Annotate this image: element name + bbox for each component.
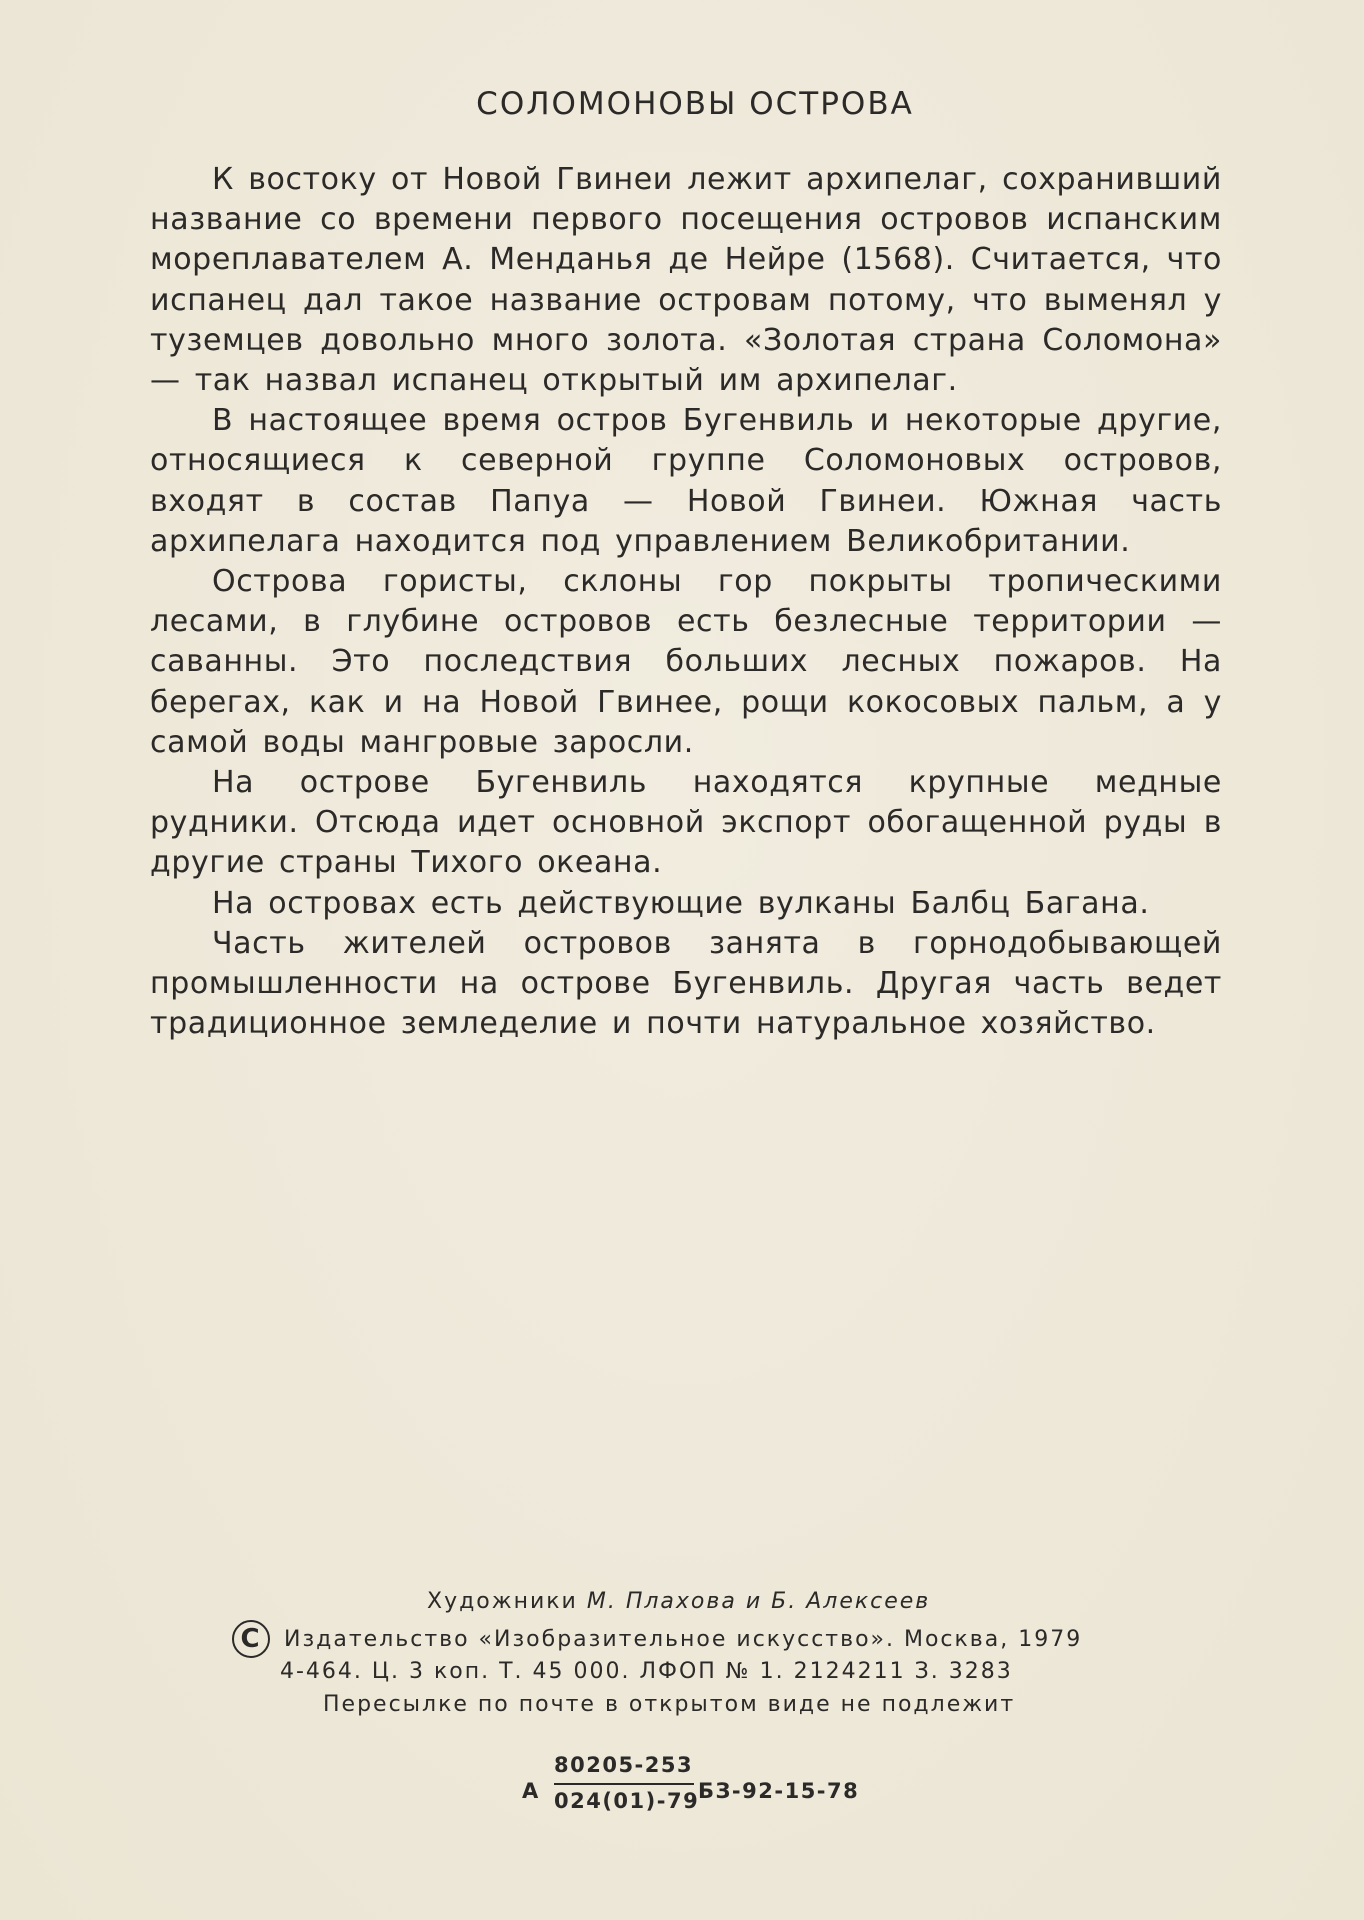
paragraph-5: На островах есть действующие вулканы Балбц Багана. (212, 885, 1150, 921)
fraction-bar (554, 1783, 694, 1785)
publisher-line (232, 1620, 1082, 1658)
paragraph-6: Часть жителей островов занята в горнодобывающей промышленности на острове Бугенвиль. Другая часть ведет традиционное земледелие и почти натуральное хозяйство. (150, 925, 1222, 1042)
catalog-code-numerator: 80205-253 (554, 1753, 694, 1777)
paragraph-2: В настоящее время остров Бугенвиль и некоторые другие, относящиеся к северной группе Соломоновых островов, входят в состав Папуа — Новой Гвинеи. Южная часть архипелага находится под управлением Великобритании. (150, 403, 1222, 559)
artists-credit (427, 1585, 930, 1618)
paragraph-3: Острова гористы, склоны гор покрыты тропическими лесами, в глубине островов есть безлесные территории — саванны. Это последствия больших лесных пожаров. На берегах, как и на Новой Гвинее, рощи кокосовых пальм, а у самой воды мангровые заросли. (150, 564, 1222, 760)
catalog-code-denominator: 024(01)-79 (554, 1789, 700, 1813)
mail-note: Пересылке по почте в открытом виде не подлежит (323, 1692, 1016, 1717)
body-text (150, 160, 1222, 1044)
copyright-icon: C (232, 1620, 270, 1658)
paragraph-1: К востоку от Новой Гвинеи лежит архипелаг, сохранивший название со времени первого посещения островов испанским мореплавателем А. Менданья де Нейре (1568). Считается, что испанец дал такое название островам потому, что выменял у туземцев довольно много золота. «Золотая страна Соломона» — так назвал испанец открытый им архипелаг. (150, 162, 1222, 399)
paragraph-4: На острове Бугенвиль находятся крупные медные рудники. Отсюда идет основной экспорт обогащенной руды в другие страны Тихого океана. (150, 765, 1222, 881)
catalog-code-fraction (554, 1753, 704, 1813)
artists-label: Художники (427, 1589, 578, 1614)
catalog-code-suffix: БЗ-92-15-78 (698, 1779, 860, 1803)
catalog-code-letter: А (522, 1779, 540, 1803)
publisher-text: Издательство «Изобразительное искусство». Москва, 1979 (284, 1626, 1083, 1652)
page-title: СОЛОМОНОВЫ ОСТРОВА (476, 86, 914, 122)
artists-names: М. Плахова и Б. Алексеев (586, 1589, 931, 1614)
price-line: 4-464. Ц. 3 коп. Т. 45 000. ЛФОП № 1. 2124211 З. 3283 (280, 1659, 1013, 1684)
